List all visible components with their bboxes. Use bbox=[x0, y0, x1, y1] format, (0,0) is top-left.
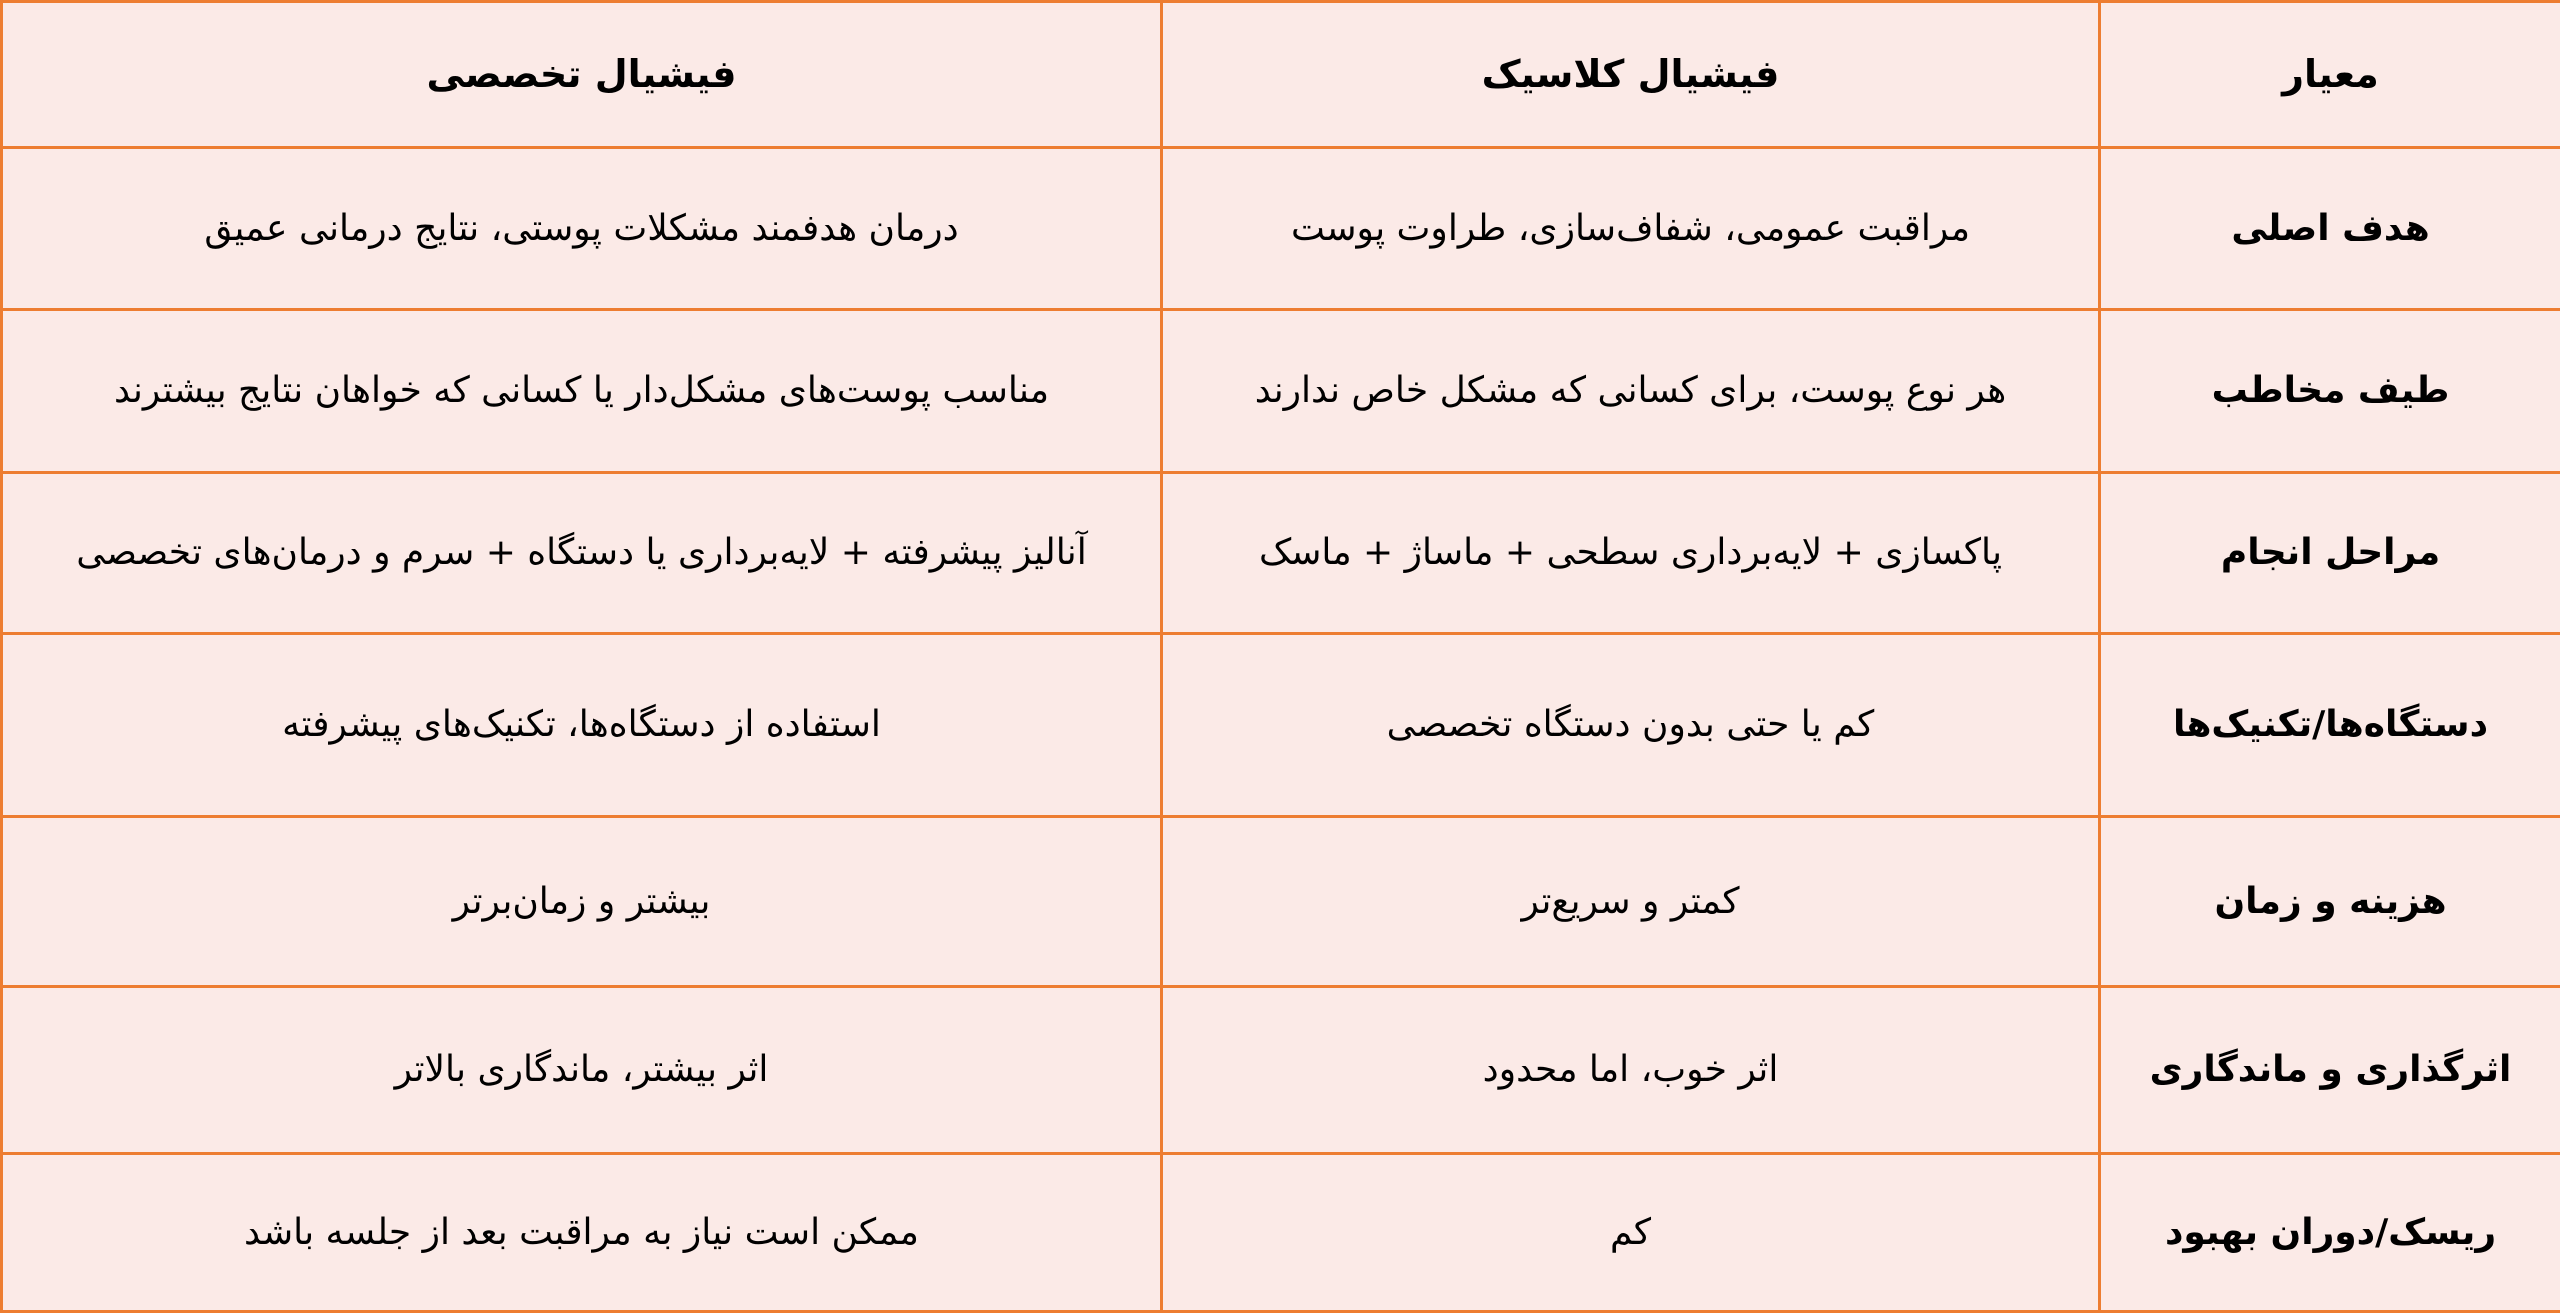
criterion-cell: دستگاه‌ها/تکنیک‌ها bbox=[2100, 634, 2560, 817]
classic-cell: کم یا حتی بدون دستگاه تخصصی bbox=[1162, 634, 2100, 817]
criterion-cell: ریسک/دوران بهبود bbox=[2100, 1154, 2560, 1312]
table-row bbox=[2, 634, 2560, 817]
criterion-cell: اثرگذاری و ماندگاری bbox=[2100, 987, 2560, 1154]
classic-cell: هر نوع پوست، برای کسانی که مشکل خاص ندارند bbox=[1162, 310, 2100, 473]
criterion-cell: هدف اصلی bbox=[2100, 148, 2560, 310]
table-row bbox=[2, 817, 2560, 987]
table-row bbox=[2, 987, 2560, 1154]
classic-cell: کم bbox=[1162, 1154, 2100, 1312]
specialized-cell: اثر بیشتر، ماندگاری بالاتر bbox=[2, 987, 1162, 1154]
table-row bbox=[2, 1154, 2560, 1312]
table-row bbox=[2, 310, 2560, 473]
specialized-cell: استفاده از دستگاه‌ها، تکنیک‌های پیشرفته bbox=[2, 634, 1162, 817]
classic-cell: مراقبت عمومی، شفاف‌سازی، طراوت پوست bbox=[1162, 148, 2100, 310]
classic-cell: کمتر و سریع‌تر bbox=[1162, 817, 2100, 987]
header-classic-facial: فیشیال کلاسیک bbox=[1162, 2, 2100, 148]
header-specialized-facial: فیشیال تخصصی bbox=[2, 2, 1162, 148]
criterion-cell: مراحل انجام bbox=[2100, 473, 2560, 634]
header-criterion: معیار bbox=[2100, 2, 2560, 148]
classic-cell: اثر خوب، اما محدود bbox=[1162, 987, 2100, 1154]
specialized-cell: درمان هدفمند مشکلات پوستی، نتایج درمانی عمیق bbox=[2, 148, 1162, 310]
specialized-cell: مناسب پوست‌های مشکل‌دار یا کسانی که خواهان نتایج بیشترند bbox=[2, 310, 1162, 473]
specialized-cell: آنالیز پیشرفته + لایه‌برداری یا دستگاه + سرم و درمان‌های تخصصی bbox=[2, 473, 1162, 634]
table-row bbox=[2, 473, 2560, 634]
table-row bbox=[2, 148, 2560, 310]
table-header-row bbox=[2, 2, 2560, 148]
specialized-cell: بیشتر و زمان‌برتر bbox=[2, 817, 1162, 987]
criterion-cell: هزینه و زمان bbox=[2100, 817, 2560, 987]
criterion-cell: طیف مخاطب bbox=[2100, 310, 2560, 473]
classic-cell: پاکسازی + لایه‌برداری سطحی + ماساژ + ماسک bbox=[1162, 473, 2100, 634]
specialized-cell: ممکن است نیاز به مراقبت بعد از جلسه باشد bbox=[2, 1154, 1162, 1312]
